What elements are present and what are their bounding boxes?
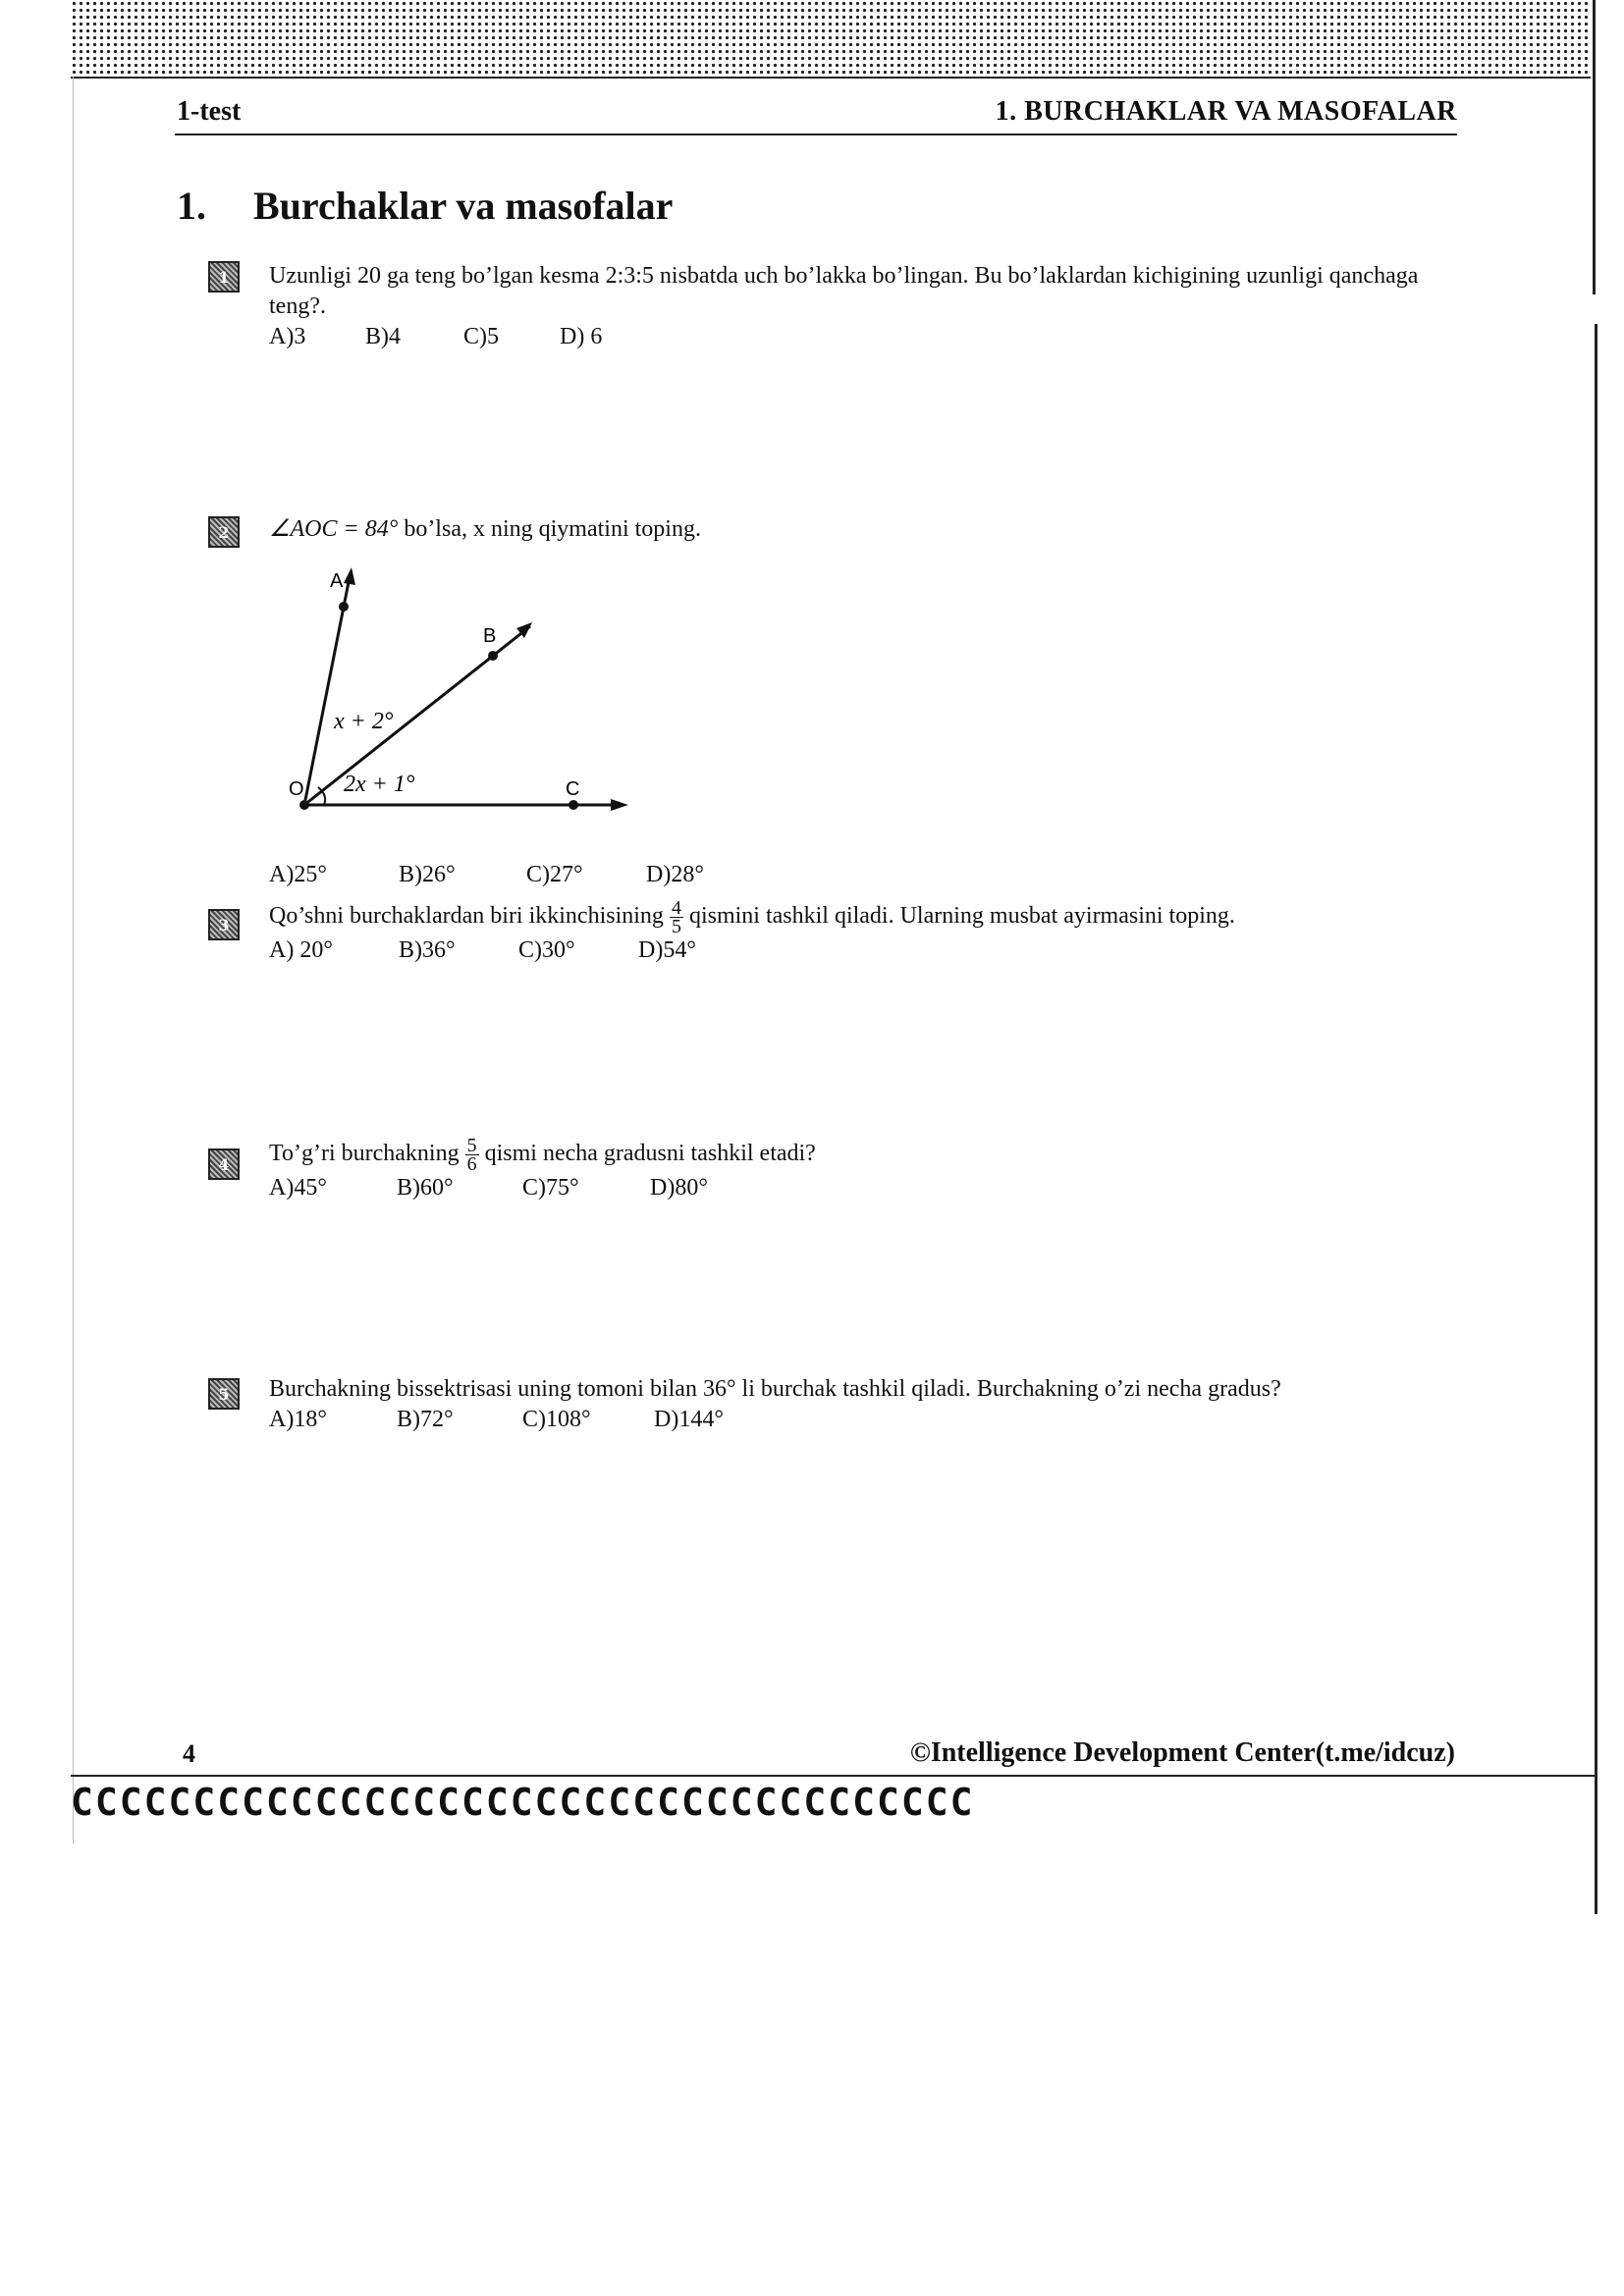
question-5-options bbox=[269, 1405, 1467, 1435]
option-b: B)60° bbox=[397, 1175, 454, 1201]
option-c: C)75° bbox=[522, 1175, 579, 1201]
question-4-text: To’g’ri burchakning $\frac{5}{6}$ qismi necha gradusni tashkil etadi? bbox=[269, 1135, 816, 1175]
footer-copyright: ©Intelligence Development Center(t.me/idcuz) bbox=[909, 1737, 1455, 1768]
option-a: A)25° bbox=[269, 862, 327, 887]
angle-figure bbox=[285, 560, 658, 825]
page-border-right bbox=[1593, 0, 1596, 294]
running-header-left: 1-test bbox=[177, 96, 242, 127]
option-a: A)18° bbox=[269, 1407, 327, 1432]
angle-label-top: x + 2° bbox=[334, 709, 394, 734]
section-title-text: Burchaklar va masofalar bbox=[253, 184, 674, 228]
option-c: C)30° bbox=[518, 937, 575, 963]
question-2-options bbox=[269, 860, 1467, 890]
question-3 bbox=[269, 899, 1467, 966]
option-d: D) 6 bbox=[560, 324, 603, 349]
question-5-text: Burchakning bissektrisasi uning tomoni bilan 36° li burchak tashkil qiladi. Burchakning o’zi necha gradus? bbox=[269, 1376, 1281, 1402]
question-3-options bbox=[269, 935, 1467, 966]
question-2-text bbox=[269, 514, 1467, 545]
section-title bbox=[177, 183, 673, 229]
question-1-options bbox=[269, 322, 1467, 352]
section-number: 1. bbox=[177, 184, 206, 228]
top-pattern-band bbox=[71, 0, 1591, 79]
question-5 bbox=[269, 1374, 1467, 1435]
arrow-a bbox=[344, 567, 355, 585]
point-a bbox=[339, 602, 349, 612]
footer-pattern-band: CCCCCCCCCCCCCCCCCCCCCCCCCCCCCCCCCCCCC bbox=[71, 1783, 975, 1822]
question-4-options bbox=[269, 1173, 1467, 1203]
label-a: A bbox=[330, 570, 344, 592]
option-b: B)72° bbox=[397, 1407, 454, 1432]
question-5-marker: 5 bbox=[208, 1378, 240, 1410]
page-border-right-lower bbox=[1595, 324, 1597, 1914]
option-b: B)26° bbox=[399, 862, 456, 887]
angle-label-bottom: 2x + 1° bbox=[344, 772, 415, 797]
arrow-c bbox=[611, 799, 628, 811]
question-2-marker: 2 bbox=[208, 516, 240, 548]
option-b: B)36° bbox=[399, 937, 456, 963]
question-3-marker: 3 bbox=[208, 909, 240, 940]
question-2-angle-expr: ∠AOC = 84° bbox=[269, 516, 399, 542]
option-d: D)54° bbox=[638, 937, 696, 963]
page-border-left bbox=[73, 77, 74, 1843]
option-b: B)4 bbox=[365, 324, 401, 349]
footer-rule bbox=[71, 1775, 1597, 1777]
option-a: A)45° bbox=[269, 1175, 327, 1201]
option-d: D)28° bbox=[646, 862, 704, 887]
point-o bbox=[299, 800, 309, 810]
question-2-prompt: bo’lsa, x ning qiymatini toping. bbox=[398, 516, 701, 542]
option-c: C)27° bbox=[526, 862, 583, 887]
running-header-right: 1. BURCHAKLAR VA MASOFALAR bbox=[995, 96, 1457, 127]
page-number: 4 bbox=[183, 1739, 195, 1768]
fraction-4-5: $\frac{4}{5}$ bbox=[671, 897, 681, 937]
option-c: C)5 bbox=[463, 324, 499, 349]
question-1 bbox=[269, 261, 1467, 352]
point-c bbox=[568, 800, 578, 810]
label-c: C bbox=[566, 778, 580, 800]
header-rule bbox=[175, 133, 1457, 135]
label-b: B bbox=[483, 625, 497, 647]
label-o: O bbox=[289, 778, 304, 800]
option-a: A) 20° bbox=[269, 937, 333, 963]
question-3-text: Qo’shni burchaklardan biri ikkinchisining $\frac{4}{5}$ qismini tashkil qiladi. Ularning musbat ayirmasini toping. bbox=[269, 897, 1235, 937]
point-b bbox=[488, 651, 498, 661]
question-4 bbox=[269, 1137, 1467, 1203]
option-d: D)80° bbox=[650, 1175, 708, 1201]
option-a: A)3 bbox=[269, 324, 306, 349]
option-c: C)108° bbox=[522, 1407, 591, 1432]
question-4-marker: 4 bbox=[208, 1148, 240, 1180]
option-d: D)144° bbox=[654, 1407, 724, 1432]
fraction-5-6: $\frac{5}{6}$ bbox=[466, 1135, 477, 1175]
question-1-marker: 1 bbox=[208, 261, 240, 293]
question-1-text: Uzunligi 20 ga teng bo’lgan kesma 2:3:5 nisbatda uch bo’lakka bo’lingan. Bu bo’laklardan kichigining uzunligi qanchaga teng?. bbox=[269, 263, 1419, 319]
